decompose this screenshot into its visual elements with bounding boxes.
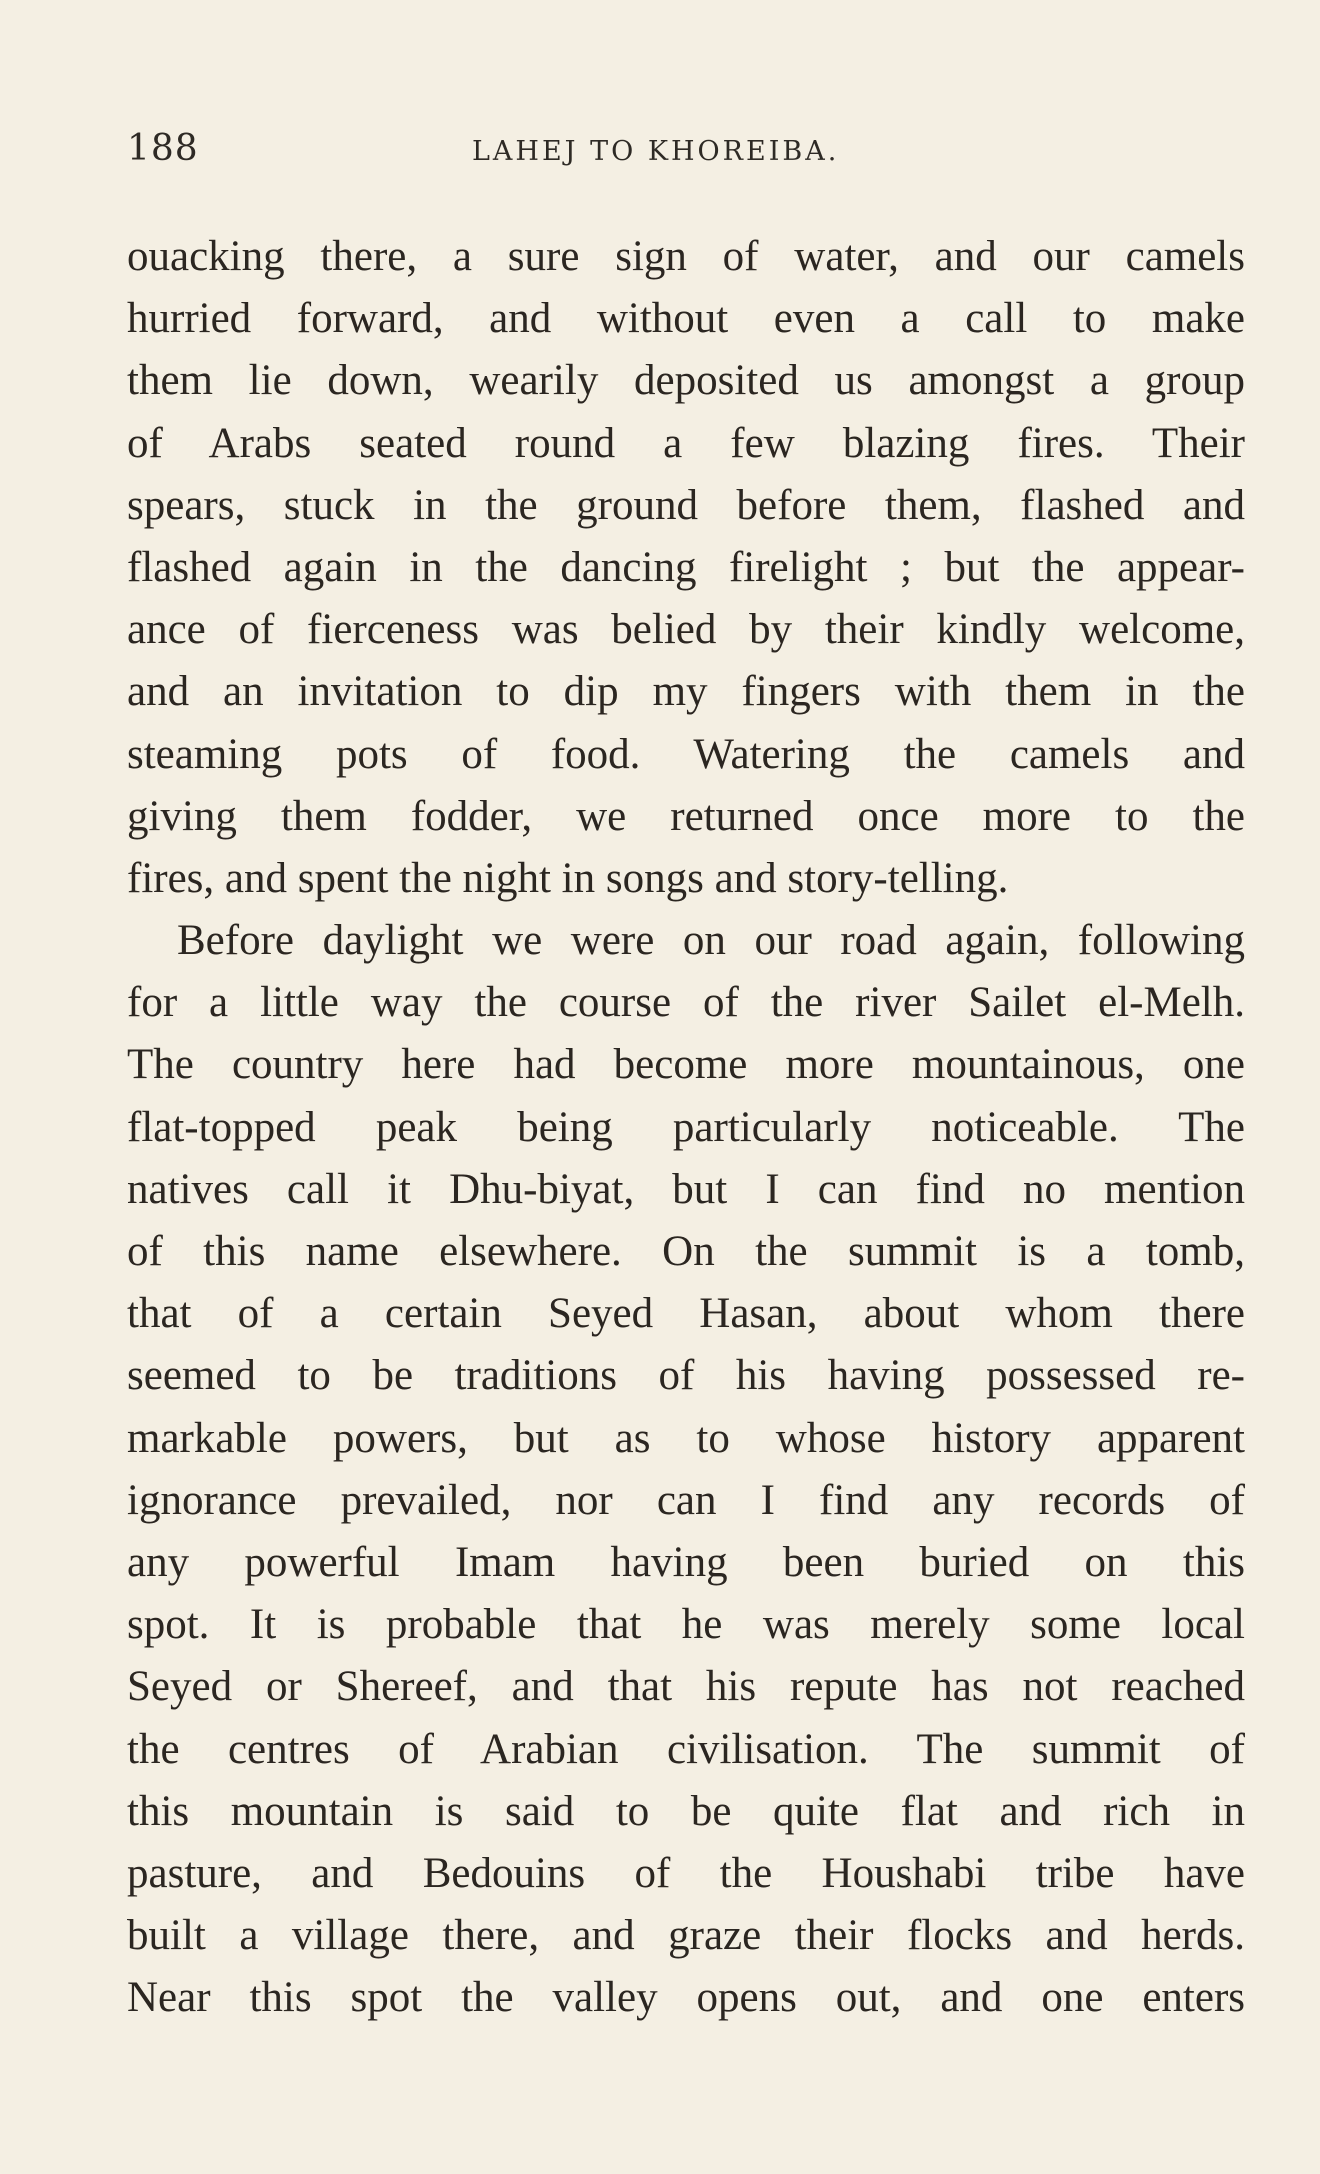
text-line: Seyed or Shereef, and that his repute has not reached	[127, 1663, 1245, 1711]
text-line: flashed again in the dancing firelight ; but the appear-	[127, 543, 1245, 591]
text-line: natives call it Dhu-biyat, but I can find no mention	[127, 1165, 1245, 1213]
text-line: the centres of Arabian civilisation. The summit of	[127, 1725, 1245, 1773]
text-line: The country here had become more mountainous, one	[127, 1041, 1245, 1089]
paragraph-start-line: Before daylight we were on our road again, following	[177, 917, 1245, 965]
text-line: ignorance prevailed, nor can I find any records of	[127, 1476, 1245, 1524]
text-line: built a village there, and graze their flocks and herds.	[127, 1912, 1245, 1960]
text-line: that of a certain Seyed Hasan, about whom there	[127, 1290, 1245, 1338]
text-line: them lie down, wearily deposited us amongst a group	[127, 357, 1245, 405]
text-line: flat-topped peak being particularly noticeable. The	[127, 1103, 1245, 1151]
text-line: this mountain is said to be quite flat and rich in	[127, 1787, 1245, 1835]
text-line: markable powers, but as to whose history apparent	[127, 1414, 1245, 1462]
page-header	[127, 128, 1245, 178]
body-text	[127, 226, 1245, 2029]
text-line: any powerful Imam having been buried on this	[127, 1538, 1245, 1586]
text-line: pasture, and Bedouins of the Houshabi tribe have	[127, 1849, 1245, 1897]
text-line: hurried forward, and without even a call to make	[127, 295, 1245, 343]
text-line: seemed to be traditions of his having possessed re-	[127, 1352, 1245, 1400]
page-number: 188	[127, 128, 199, 169]
running-head: LAHEJ TO KHOREIBA.	[472, 136, 840, 167]
paragraph-end-line: fires, and spent the night in songs and story-telling.	[127, 854, 1009, 902]
text-line: for a little way the course of the river Sailet el-Melh.	[127, 979, 1245, 1027]
text-line: spot. It is probable that he was merely some local	[127, 1601, 1245, 1649]
text-line: ouacking there, a sure sign of water, and our camels	[127, 233, 1245, 280]
text-line: steaming pots of food. Watering the camels and	[127, 730, 1245, 778]
text-line: and an invitation to dip my fingers with them in the	[127, 668, 1245, 716]
text-line: spears, stuck in the ground before them, flashed and	[127, 481, 1245, 529]
text-line: Near this spot the valley opens out, and one enters	[127, 1974, 1245, 2022]
text-line: ance of fierceness was belied by their kindly welcome,	[127, 606, 1245, 654]
text-line: of this name elsewhere. On the summit is a tomb,	[127, 1228, 1245, 1275]
text-line: giving them fodder, we returned once more to the	[127, 792, 1245, 840]
text-line: of Arabs seated round a few blazing fires. Their	[127, 419, 1245, 467]
